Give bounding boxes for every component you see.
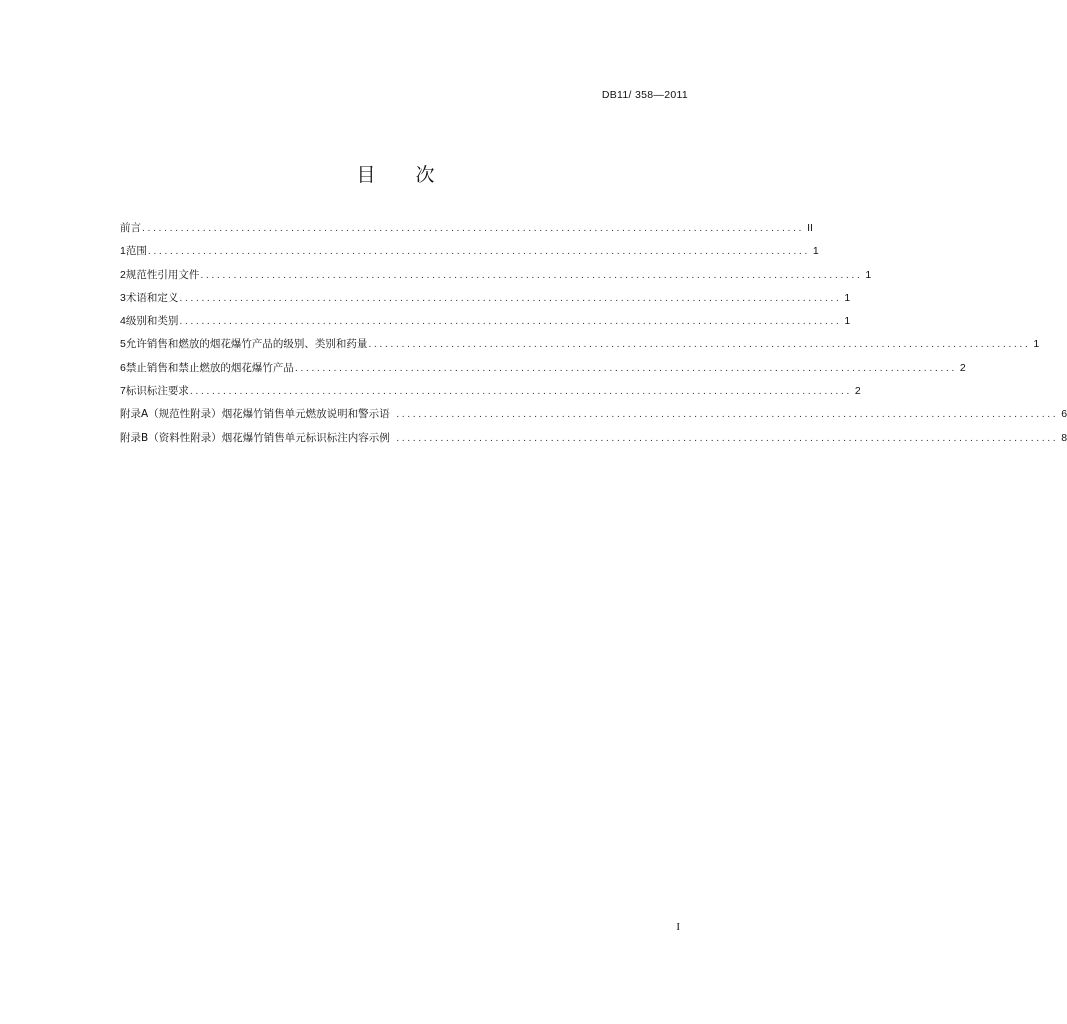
toc-section-number: 7 [120,385,126,398]
toc-entry-label: 术语和定义 [125,291,179,304]
toc-section-number: 2 [120,268,126,281]
toc-page-number: 8 [1061,431,1067,444]
toc-page-number: 2 [854,385,861,398]
toc-entry-grades-categories[interactable] [120,313,851,336]
toc-section-number: 3 [120,291,126,304]
toc-entry-label: 允许销售和燃放的烟花爆竹产品的级别、类别和药量 [125,338,368,351]
toc-annex-prefix: 附录B（资料性附录） [120,431,222,444]
toc-entry-label: 范围 [125,245,147,258]
toc-entry-terms-definitions[interactable] [120,290,851,313]
toc-page-number: II [807,222,813,234]
toc-leader-dots: ........................................................................................................................ [390,431,1059,444]
toc-entry-label: 禁止销售和禁止燃放的烟花爆竹产品 [125,361,294,374]
toc-entry-prohibited-products[interactable] [120,360,966,383]
toc-leader-dots: ........................................................................................................................ [368,338,1031,351]
toc-leader-dots: ........................................................................................................................ [142,222,805,234]
toc-section-number: 5 [120,338,126,351]
toc-entry-label: 烟花爆竹销售单元标识标注内容示例 [221,431,390,444]
toc-section-number: 4 [120,315,126,328]
toc-annex-prefix: 附录A（规范性附录） [120,408,222,421]
toc-section-number: 1 [120,245,126,258]
toc-entry-foreword[interactable] [120,220,813,243]
toc-entry-label: 规范性引用文件 [125,268,200,281]
toc-leader-dots: ........................................................................................................................ [147,245,810,258]
toc-page-number: 1 [1033,338,1040,351]
toc-page-number: 1 [865,268,872,281]
toc-leader-dots: ........................................................................................................................ [189,385,852,398]
toc-leader-dots: ........................................................................................................................ [179,291,842,304]
toc-page-number: 1 [844,291,851,304]
document-code: DB11/ 358—2011 [601,89,688,101]
toc-page-number: 1 [844,315,851,328]
toc-entry-label: 级别和类别 [125,315,179,328]
toc-page-number: 1 [812,245,819,258]
toc-entry-label: 前言 [120,222,141,234]
toc-page-number: 2 [959,361,966,374]
toc-entry-allowed-products[interactable] [120,336,1040,359]
toc-entry-annex-a[interactable] [120,406,1067,429]
toc-entry-normative-references[interactable] [120,267,872,290]
toc-entry-labeling-requirements[interactable] [120,383,861,406]
toc-entry-scope[interactable] [120,243,819,266]
table-of-contents [120,220,1067,453]
toc-page-number: 6 [1061,408,1067,421]
toc-section-number: 6 [120,361,126,374]
toc-entry-label: 标识标注要求 [125,385,189,398]
toc-leader-dots: ........................................................................................................................ [294,361,957,374]
toc-leader-dots: ........................................................................................................................ [390,408,1059,421]
page-title: 目次 [356,164,475,186]
toc-entry-annex-b[interactable] [120,430,1067,453]
toc-leader-dots: ........................................................................................................................ [179,315,842,328]
toc-leader-dots: ........................................................................................................................ [200,268,863,281]
toc-entry-label: 烟花爆竹销售单元燃放说明和警示语 [221,408,390,421]
page-number: I [676,921,680,933]
